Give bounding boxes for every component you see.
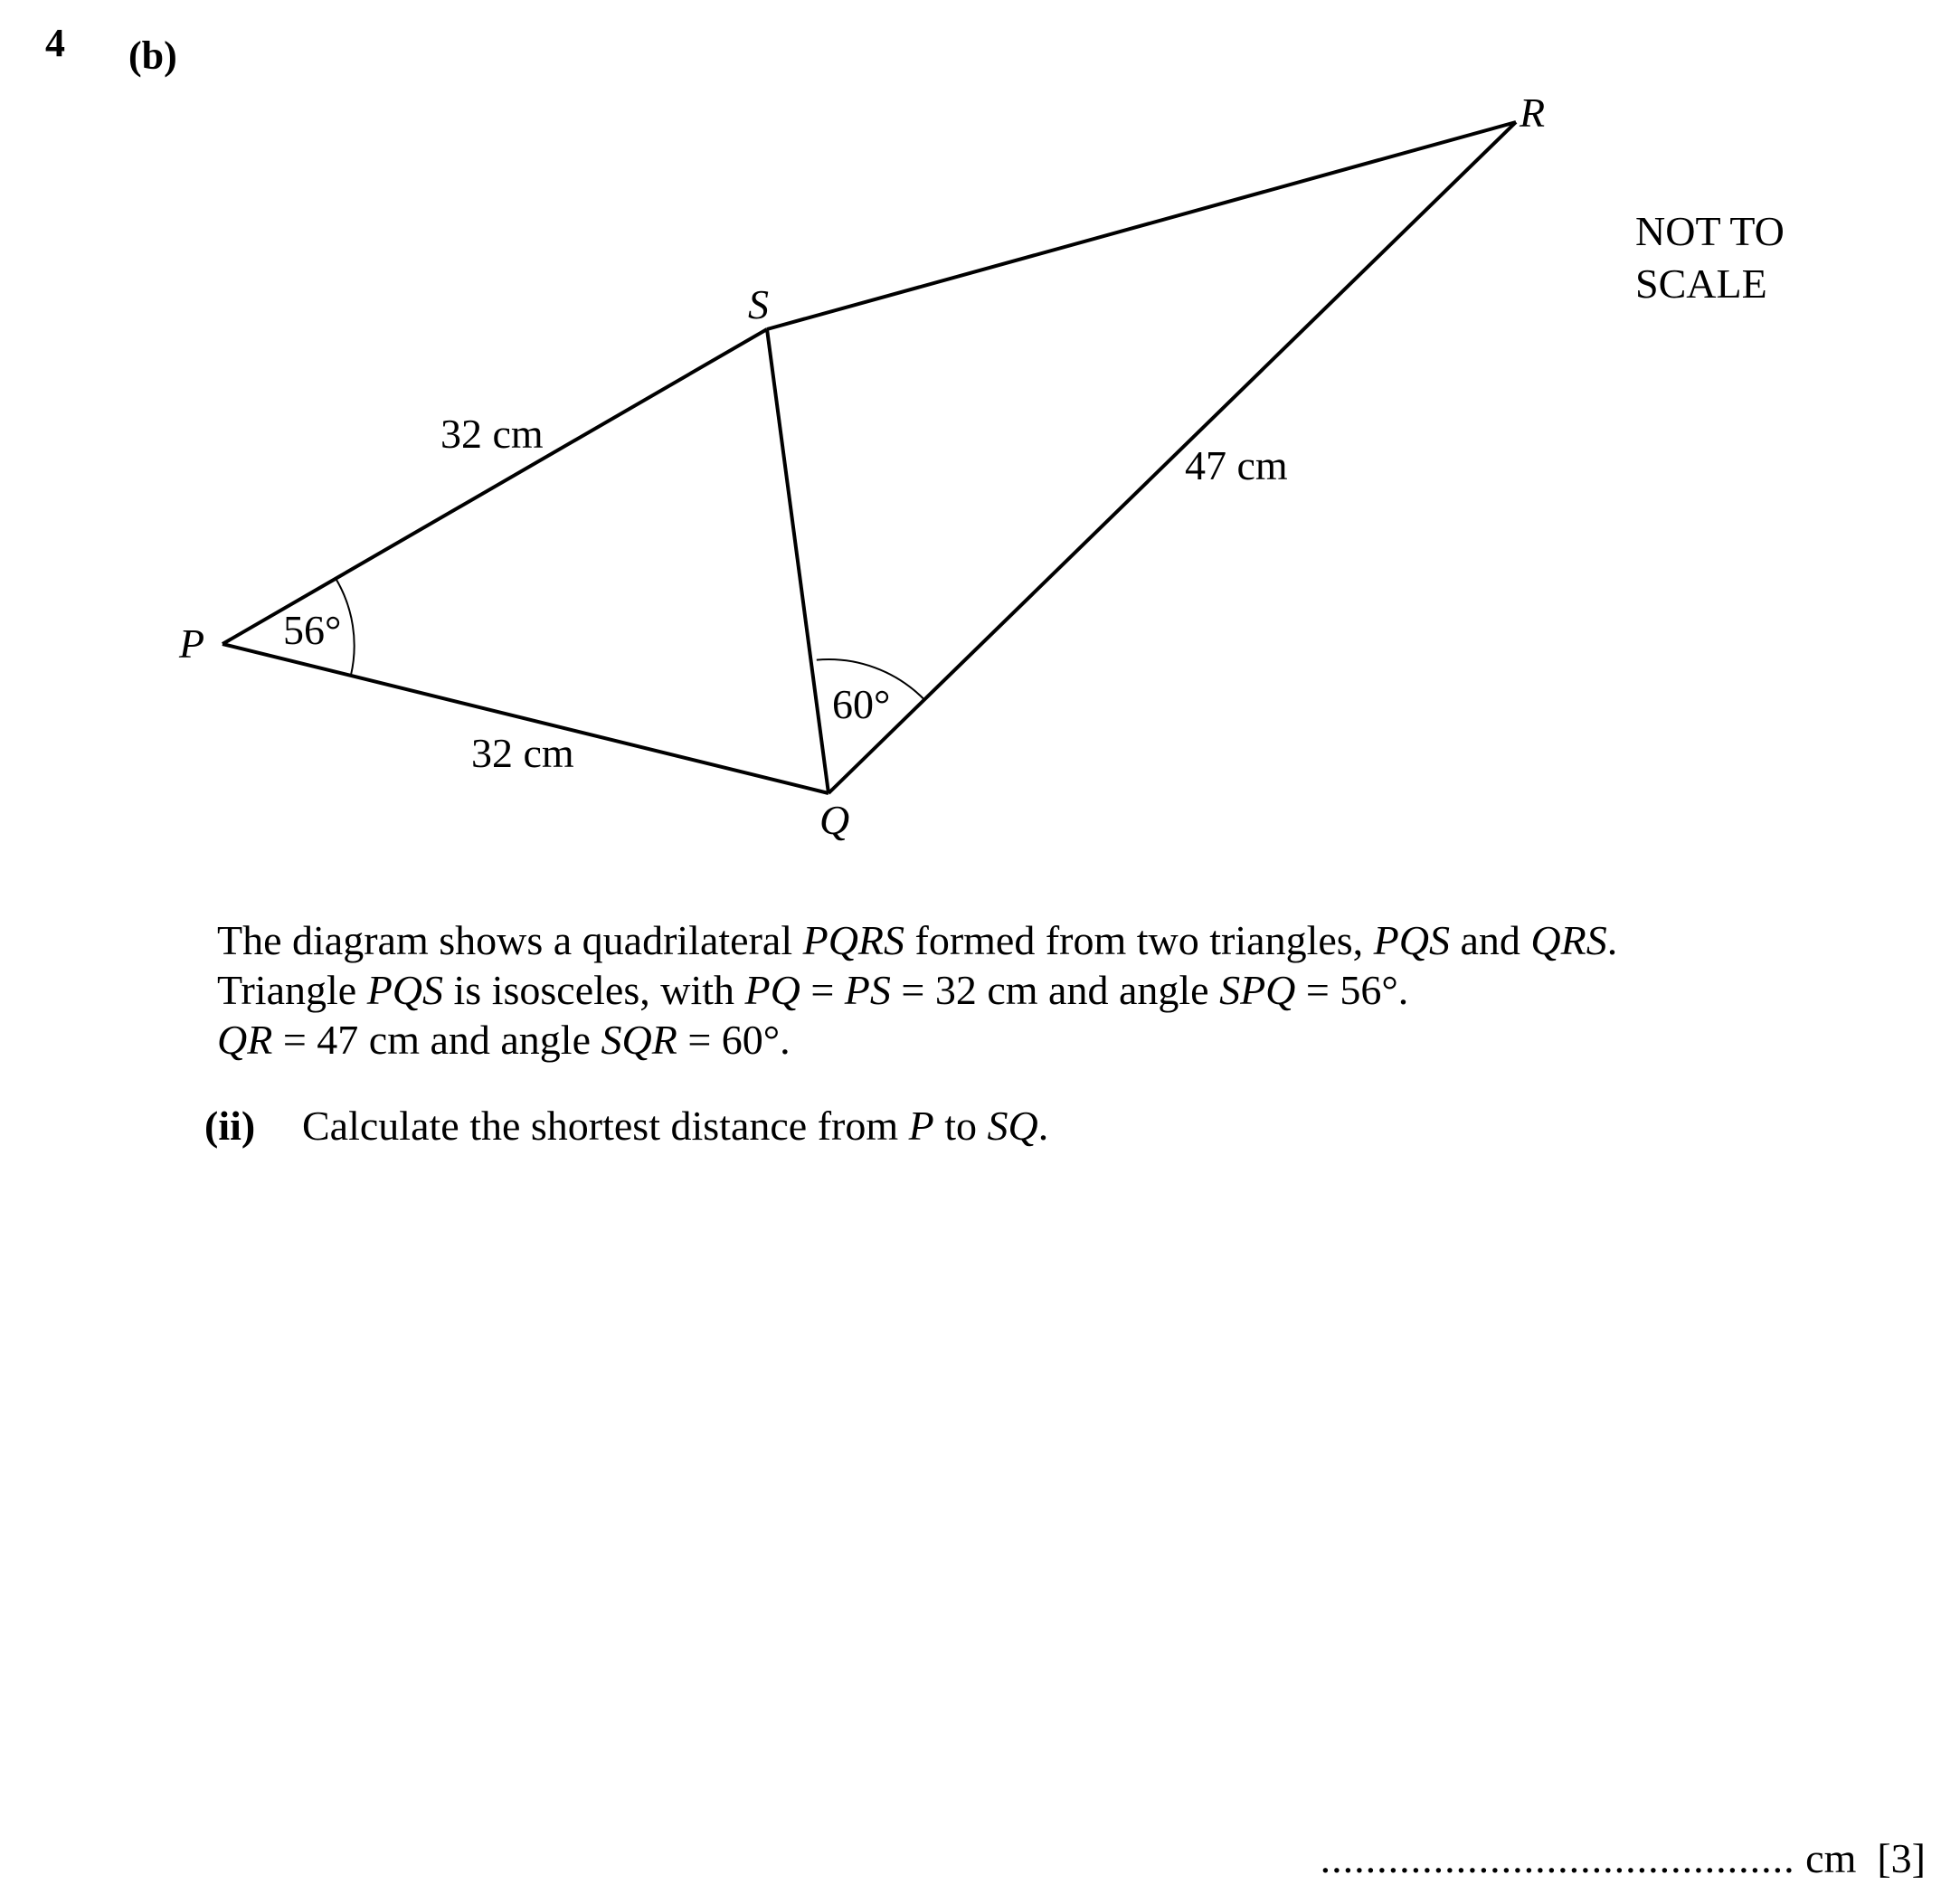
vertex-label-q: Q <box>819 797 850 843</box>
edge-ps <box>223 329 767 644</box>
statement-line-2: Triangle PQS is isosceles, with PQ = PS = 32 cm and angle SPQ = 56°. <box>217 967 1409 1013</box>
answer-unit: cm <box>1805 1835 1857 1881</box>
length-label-qr: 47 cm <box>1185 442 1288 488</box>
not-to-scale-line2: SCALE <box>1635 260 1767 307</box>
problem-statement <box>217 915 1617 1065</box>
edge-sq <box>767 329 829 793</box>
length-label-ps: 32 cm <box>440 411 544 457</box>
not-to-scale-line1: NOT TO <box>1635 208 1785 254</box>
question-part: (b) <box>128 33 177 78</box>
angle-label-q: 60° <box>832 681 891 727</box>
angle-label-p: 56° <box>283 607 342 653</box>
edge-qr <box>829 122 1516 793</box>
edge-sr <box>767 122 1516 329</box>
subquestion-ii <box>204 1102 1048 1150</box>
subquestion-text: Calculate the shortest distance from P to SQ. <box>302 1103 1049 1149</box>
subquestion-label: (ii) <box>204 1103 256 1149</box>
answer-marks: [3] <box>1877 1835 1926 1881</box>
statement-line-3: QR = 47 cm and angle SQR = 60°. <box>217 1017 791 1063</box>
length-label-pq: 32 cm <box>471 730 574 776</box>
answer-dots[interactable]: .......................................... <box>1320 1835 1795 1881</box>
statement-line-1: The diagram shows a quadrilateral PQRS formed from two triangles, PQS and QRS. <box>217 917 1618 963</box>
answer-line <box>1321 1834 1926 1882</box>
vertex-label-s: S <box>748 281 769 327</box>
vertex-label-r: R <box>1520 90 1546 136</box>
question-number: 4 <box>45 21 65 65</box>
vertex-label-p: P <box>179 620 205 667</box>
quadrilateral-diagram <box>0 0 1960 904</box>
